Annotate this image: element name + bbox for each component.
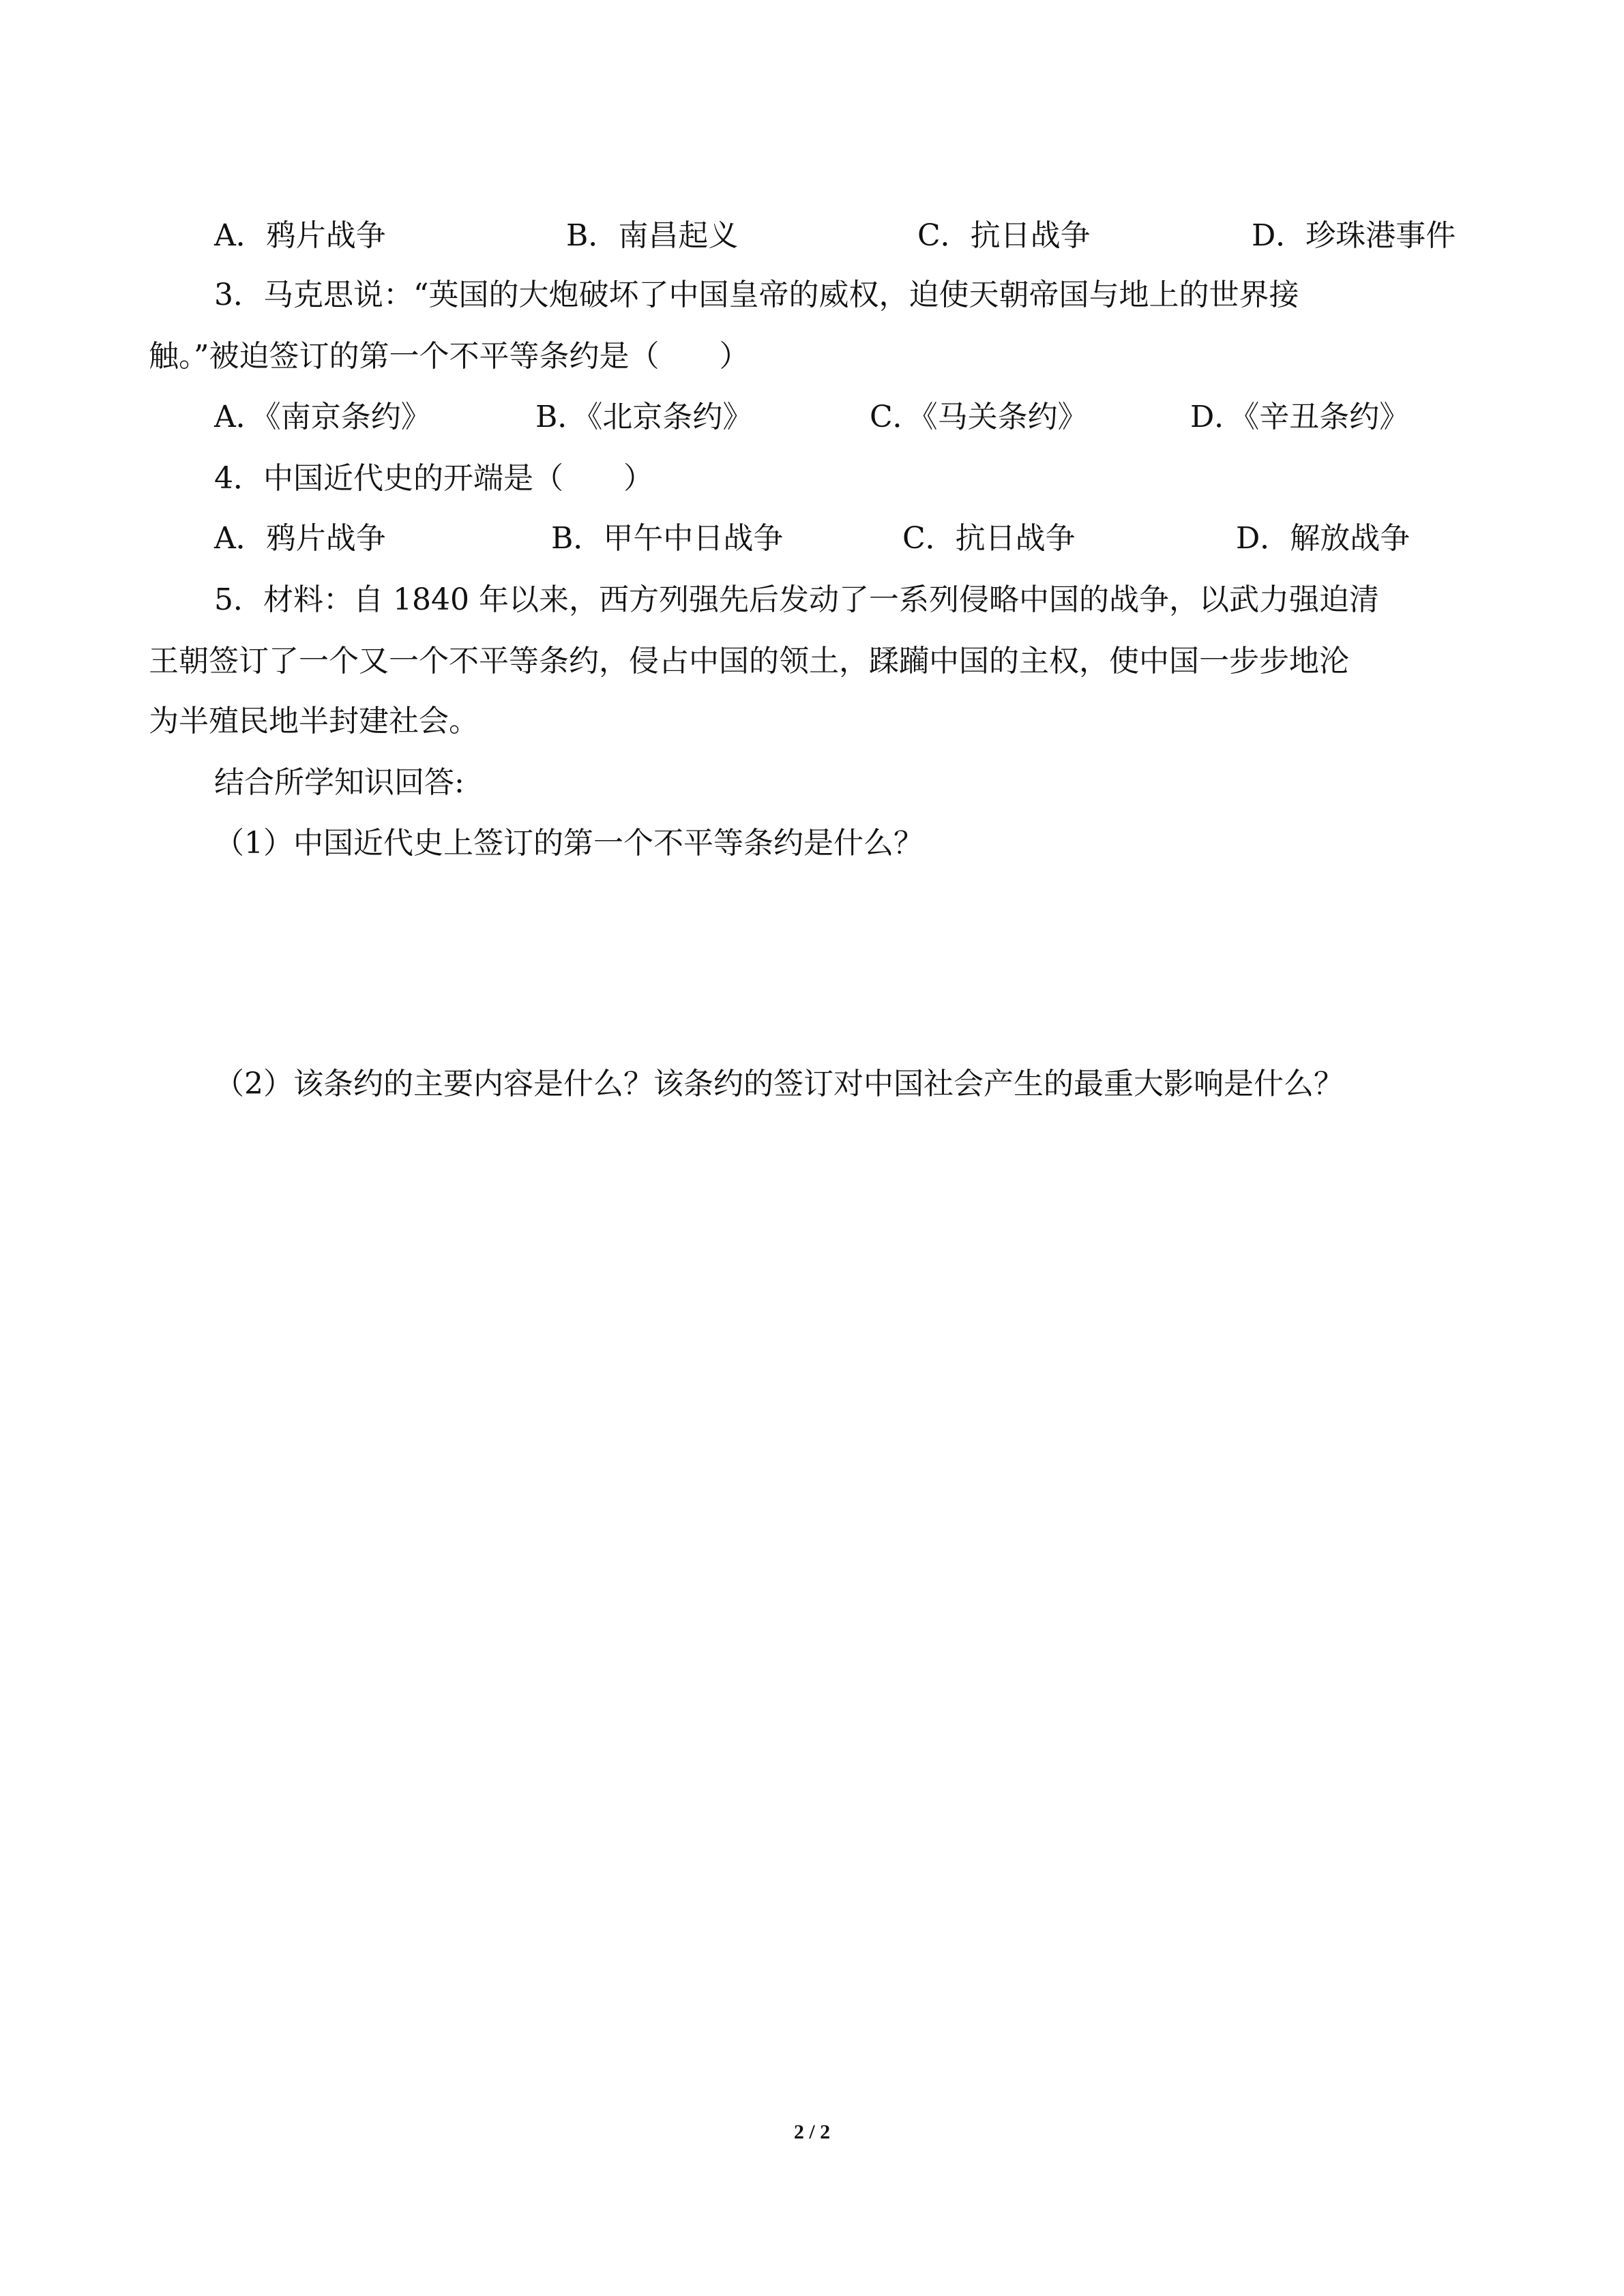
page-number: 2 / 2 bbox=[793, 2121, 831, 2143]
q3-stem-line1: 3．马克思说：“英国的大炮破坏了中国皇帝的威权，迫使天朝帝国与地上的世界接 bbox=[214, 278, 1299, 312]
q3-option-d: D．《辛丑条约》 bbox=[1190, 400, 1410, 434]
q4-option-c: C．抗日战争 bbox=[902, 521, 1076, 556]
q5-material-line2: 王朝签订了一个又一个不平等条约，侵占中国的领土，蹂躏中国的主权，使中国一步步地沦 bbox=[149, 644, 1349, 679]
q5-subquestion-2: （2）该条约的主要内容是什么？该条约的签订对中国社会产生的最重大影响是什么？ bbox=[214, 1067, 1344, 1101]
q2-option-c: C．抗日战争 bbox=[917, 218, 1091, 253]
q5-subquestion-1: （1）中国近代史上签订的第一个不平等条约是什么？ bbox=[214, 826, 924, 861]
q3-stem-line2: 触。”被迫签订的第一个不平等条约是（ ） bbox=[149, 339, 750, 374]
q5-material-line3: 为半殖民地半封建社会。 bbox=[149, 704, 479, 739]
q3-option-a: A．《南京条约》 bbox=[214, 400, 431, 434]
q2-option-a: A．鸦片战争 bbox=[214, 218, 386, 253]
q3-option-c: C．《马关条约》 bbox=[870, 400, 1088, 434]
q5-instruction: 结合所学知识回答: bbox=[214, 765, 464, 800]
q2-option-b: B．南昌起义 bbox=[566, 218, 739, 253]
q5-material-line1: 5．材料：自 1840 年以来，西方列强先后发动了一系列侵略中国的战争，以武力强迫清 bbox=[214, 582, 1379, 617]
q4-stem: 4．中国近代史的开端是（ ） bbox=[214, 461, 653, 496]
q2-option-d: D．珍珠港事件 bbox=[1252, 218, 1456, 253]
q3-option-b: B．《北京条约》 bbox=[535, 400, 753, 434]
q4-option-a: A．鸦片战争 bbox=[214, 521, 386, 556]
q4-option-d: D．解放战争 bbox=[1236, 521, 1411, 556]
q4-option-b: B．甲午中日战争 bbox=[551, 521, 784, 556]
